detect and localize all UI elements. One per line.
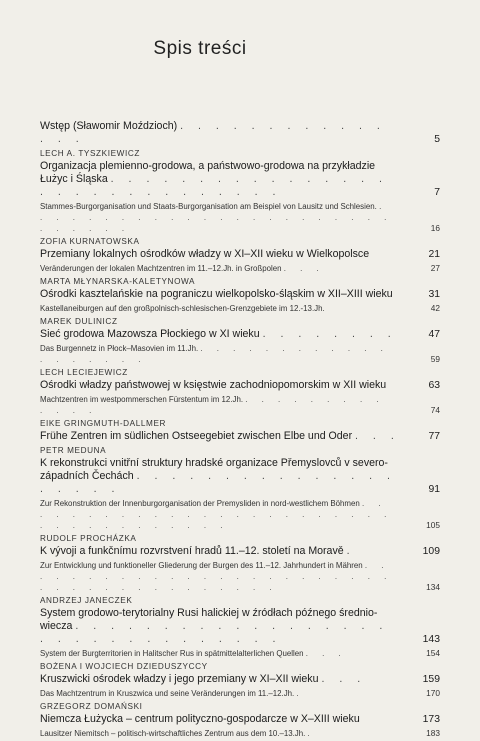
entry-text: Veränderungen der lokalen Machtzentren im 11.–12.Jh. in Großpolen bbox=[40, 264, 282, 273]
entry-author: GRZEGORZ DOMAŃSKI bbox=[40, 702, 143, 711]
entry-text: Stammes-Burgorganisation und Staats-Burgorganisation am Beispiel von Lausitz und Schlesien. bbox=[40, 202, 377, 211]
toc-entry bbox=[40, 148, 440, 234]
entry-text: Wstęp (Sławomir Moździoch) bbox=[40, 120, 178, 132]
toc-entry bbox=[40, 316, 440, 365]
entry-text: System grodowo-terytorialny Rusi halickiej w źródłach późnego średnio-wiecza bbox=[40, 607, 378, 632]
entry-author: RUDOLF PROCHÁZKA bbox=[40, 534, 137, 543]
entry-author: LECH LECIEJEWICZ bbox=[40, 368, 128, 377]
entry-author: PETR MEDUNA bbox=[40, 446, 107, 455]
entry-text: K rekonstrukci vnitřní struktury hradské organizace Přemyslovců v severo-západních Čechách bbox=[40, 457, 388, 482]
leader-dots: . . . . . . . . . . . . . . . . . . . . . . . . . . . . . . . . . . . . . . . bbox=[40, 561, 393, 592]
entry-title bbox=[40, 328, 440, 341]
leader-dots: . . . . . . . . . . . . . . . . . . . bbox=[40, 344, 389, 364]
page-number: 63 bbox=[428, 380, 440, 391]
entry-summary bbox=[40, 263, 440, 274]
entry-title bbox=[40, 379, 440, 392]
entry-title bbox=[40, 673, 440, 686]
entry-text: Niemcza Łużycka – centrum polityczno-gospodarcze w X–XIII wieku bbox=[40, 713, 360, 725]
page-number: 183 bbox=[426, 728, 440, 738]
page-number: 59 bbox=[430, 354, 440, 364]
entry-text: System der Burgterritorien in Halitscher Rus in spätmittelalterlichen Quellen bbox=[40, 649, 304, 658]
page-number: 170 bbox=[426, 688, 440, 698]
leader-dots: . . . . . . . . . . . . . . . . . . . . . . . . . . . . . . . . bbox=[40, 620, 389, 645]
toc-entry bbox=[40, 661, 440, 699]
entry-summary bbox=[40, 688, 440, 699]
page-number: 77 bbox=[428, 431, 440, 442]
page-number: 16 bbox=[430, 223, 440, 233]
leader-dots: . . . bbox=[355, 430, 400, 442]
entry-text: Das Machtzentrum in Kruszwica und seine Veränderungen im 11.–12.Jh. bbox=[40, 689, 295, 698]
leader-dots: . . . . . . . . . . . . . . . . . . . . . . . . . . . . . . . . . . . . bbox=[40, 499, 393, 530]
entry-author: EIKE GRINGMUTH-DALLMER bbox=[40, 419, 167, 428]
leader-dots: . bbox=[307, 729, 316, 738]
page-number: 159 bbox=[422, 674, 440, 685]
entry-text: Ośrodki władzy państwowej w księstwie zachodniopomorskim w XII wieku bbox=[40, 379, 387, 391]
entry-summary bbox=[40, 648, 440, 659]
entry-text: Frühe Zentren im südlichen Ostseegebiet zwischen Elbe und Oder bbox=[40, 430, 353, 442]
page-number: 42 bbox=[430, 303, 440, 313]
entry-text: Lausitzer Niemitsch – politisch-wirtschaftliches Zentrum aus dem 10.–13.Jh. bbox=[40, 729, 306, 738]
leader-dots: . . . . . . . . . . . . . bbox=[40, 395, 385, 415]
page-number: 5 bbox=[434, 134, 440, 145]
entry-text: K vývoji a funkčnímu rozvrstvení hradů 11.–12. století na Moravě bbox=[40, 545, 344, 557]
entry-title bbox=[40, 288, 440, 301]
toc-entry bbox=[40, 533, 440, 593]
entry-summary bbox=[40, 498, 440, 531]
entry-text: Zur Rekonstruktion der Innenburgorganisation der Premysliden in nord-westlichem Böhmen bbox=[40, 499, 360, 508]
leader-dots: . . . bbox=[321, 673, 367, 685]
toc-entry bbox=[40, 276, 440, 314]
entry-summary bbox=[40, 560, 440, 593]
entry-title bbox=[40, 457, 440, 496]
page-number: 21 bbox=[428, 249, 440, 260]
entry-text: Zur Entwicklung und funktioneller Gliederung der Burgen des 11.–12. Jahrhundert in Mähren bbox=[40, 561, 363, 570]
page-number: 91 bbox=[428, 484, 440, 495]
entry-title bbox=[40, 160, 440, 199]
toc-entry bbox=[40, 701, 440, 739]
leader-dots: . . . . . . . . . . . . . . . . . . . . . . . . . . . . . . bbox=[40, 173, 388, 198]
leader-dots: . . . . . . . . . . . . . . . . . . . . . . . . . . . . . bbox=[40, 202, 393, 233]
entry-author: LECH A. TYSZKIEWICZ bbox=[40, 149, 140, 158]
entry-title bbox=[40, 713, 440, 726]
entry-text: Das Burgennetz in Płock–Masovien im 11.Jh. bbox=[40, 344, 199, 353]
leader-dots: . . . . . . . . . . . . . . . . . . . . bbox=[40, 470, 396, 495]
entry-author: ANDRZEJ JANECZEK bbox=[40, 596, 133, 605]
page-number: 109 bbox=[422, 546, 440, 557]
page-number: 134 bbox=[426, 582, 440, 592]
entry-title bbox=[40, 430, 440, 443]
leader-dots: . . . . . . . . bbox=[262, 328, 397, 340]
entry-text: Kruszwicki ośrodek władzy i jego przemiany w XI–XII wieku bbox=[40, 673, 319, 685]
toc-entry bbox=[40, 595, 440, 659]
page-number: 173 bbox=[422, 714, 440, 725]
leader-dots: . . . . . . . . . . . . . . . bbox=[40, 120, 386, 145]
entry-title bbox=[40, 248, 440, 261]
toc-entry bbox=[40, 367, 440, 416]
toc-entry bbox=[40, 236, 440, 274]
entry-summary bbox=[40, 394, 440, 416]
entry-title bbox=[40, 545, 440, 558]
page-title: Spis treści bbox=[153, 38, 247, 59]
entry-author: MARTA MŁYNARSKA-KALETYNOWA bbox=[40, 277, 196, 286]
table-of-contents bbox=[40, 120, 440, 741]
page-number: 47 bbox=[428, 329, 440, 340]
entry-summary bbox=[40, 201, 440, 234]
entry-text: Sieć grodowa Mazowsza Płockiego w XI wieku bbox=[40, 328, 260, 340]
leader-dots: . bbox=[296, 689, 305, 698]
leader-dots: . . . bbox=[305, 649, 347, 658]
entry-text: Machtzentren im westpommerschen Fürstentum im 12.Jh. bbox=[40, 395, 244, 404]
toc-entry bbox=[40, 418, 440, 443]
page-number: 7 bbox=[434, 187, 440, 198]
entry-text: Ośrodki kasztelańskie na pograniczu wielkopolsko-śląskim w XII–XIII wieku bbox=[40, 288, 393, 300]
entry-author: BOŻENA I WOJCIECH DZIEDUSZYCCY bbox=[40, 662, 208, 671]
toc-entry bbox=[40, 445, 440, 531]
page-number: 154 bbox=[426, 648, 440, 658]
entry-text: Przemiany lokalnych ośrodków władzy w XI–XII wieku w Wielkopolsce bbox=[40, 248, 370, 260]
leader-dots: . bbox=[346, 545, 356, 557]
entry-text: Kastellaneiburgen auf den großpolnisch-schlesischen-Grenzgebiete im 12.-13.Jh. bbox=[40, 304, 325, 313]
entry-author: MAREK DULINICZ bbox=[40, 317, 118, 326]
entry-summary bbox=[40, 303, 440, 314]
page-number: 74 bbox=[430, 405, 440, 415]
entry-text: Organizacja plemienno-grodowa, a państwowo-grodowa na przykładzie Łużyc i Śląska bbox=[40, 160, 376, 185]
page-number: 143 bbox=[422, 634, 440, 645]
toc-entry bbox=[40, 120, 440, 146]
entry-title bbox=[40, 607, 440, 646]
page-number: 105 bbox=[426, 520, 440, 530]
page-number: 31 bbox=[428, 289, 440, 300]
leader-dots: . . . bbox=[283, 264, 325, 273]
entry-summary bbox=[40, 343, 440, 365]
entry-author: ZOFIA KURNATOWSKA bbox=[40, 237, 140, 246]
entry-title bbox=[40, 120, 440, 146]
page-number: 27 bbox=[430, 263, 440, 273]
